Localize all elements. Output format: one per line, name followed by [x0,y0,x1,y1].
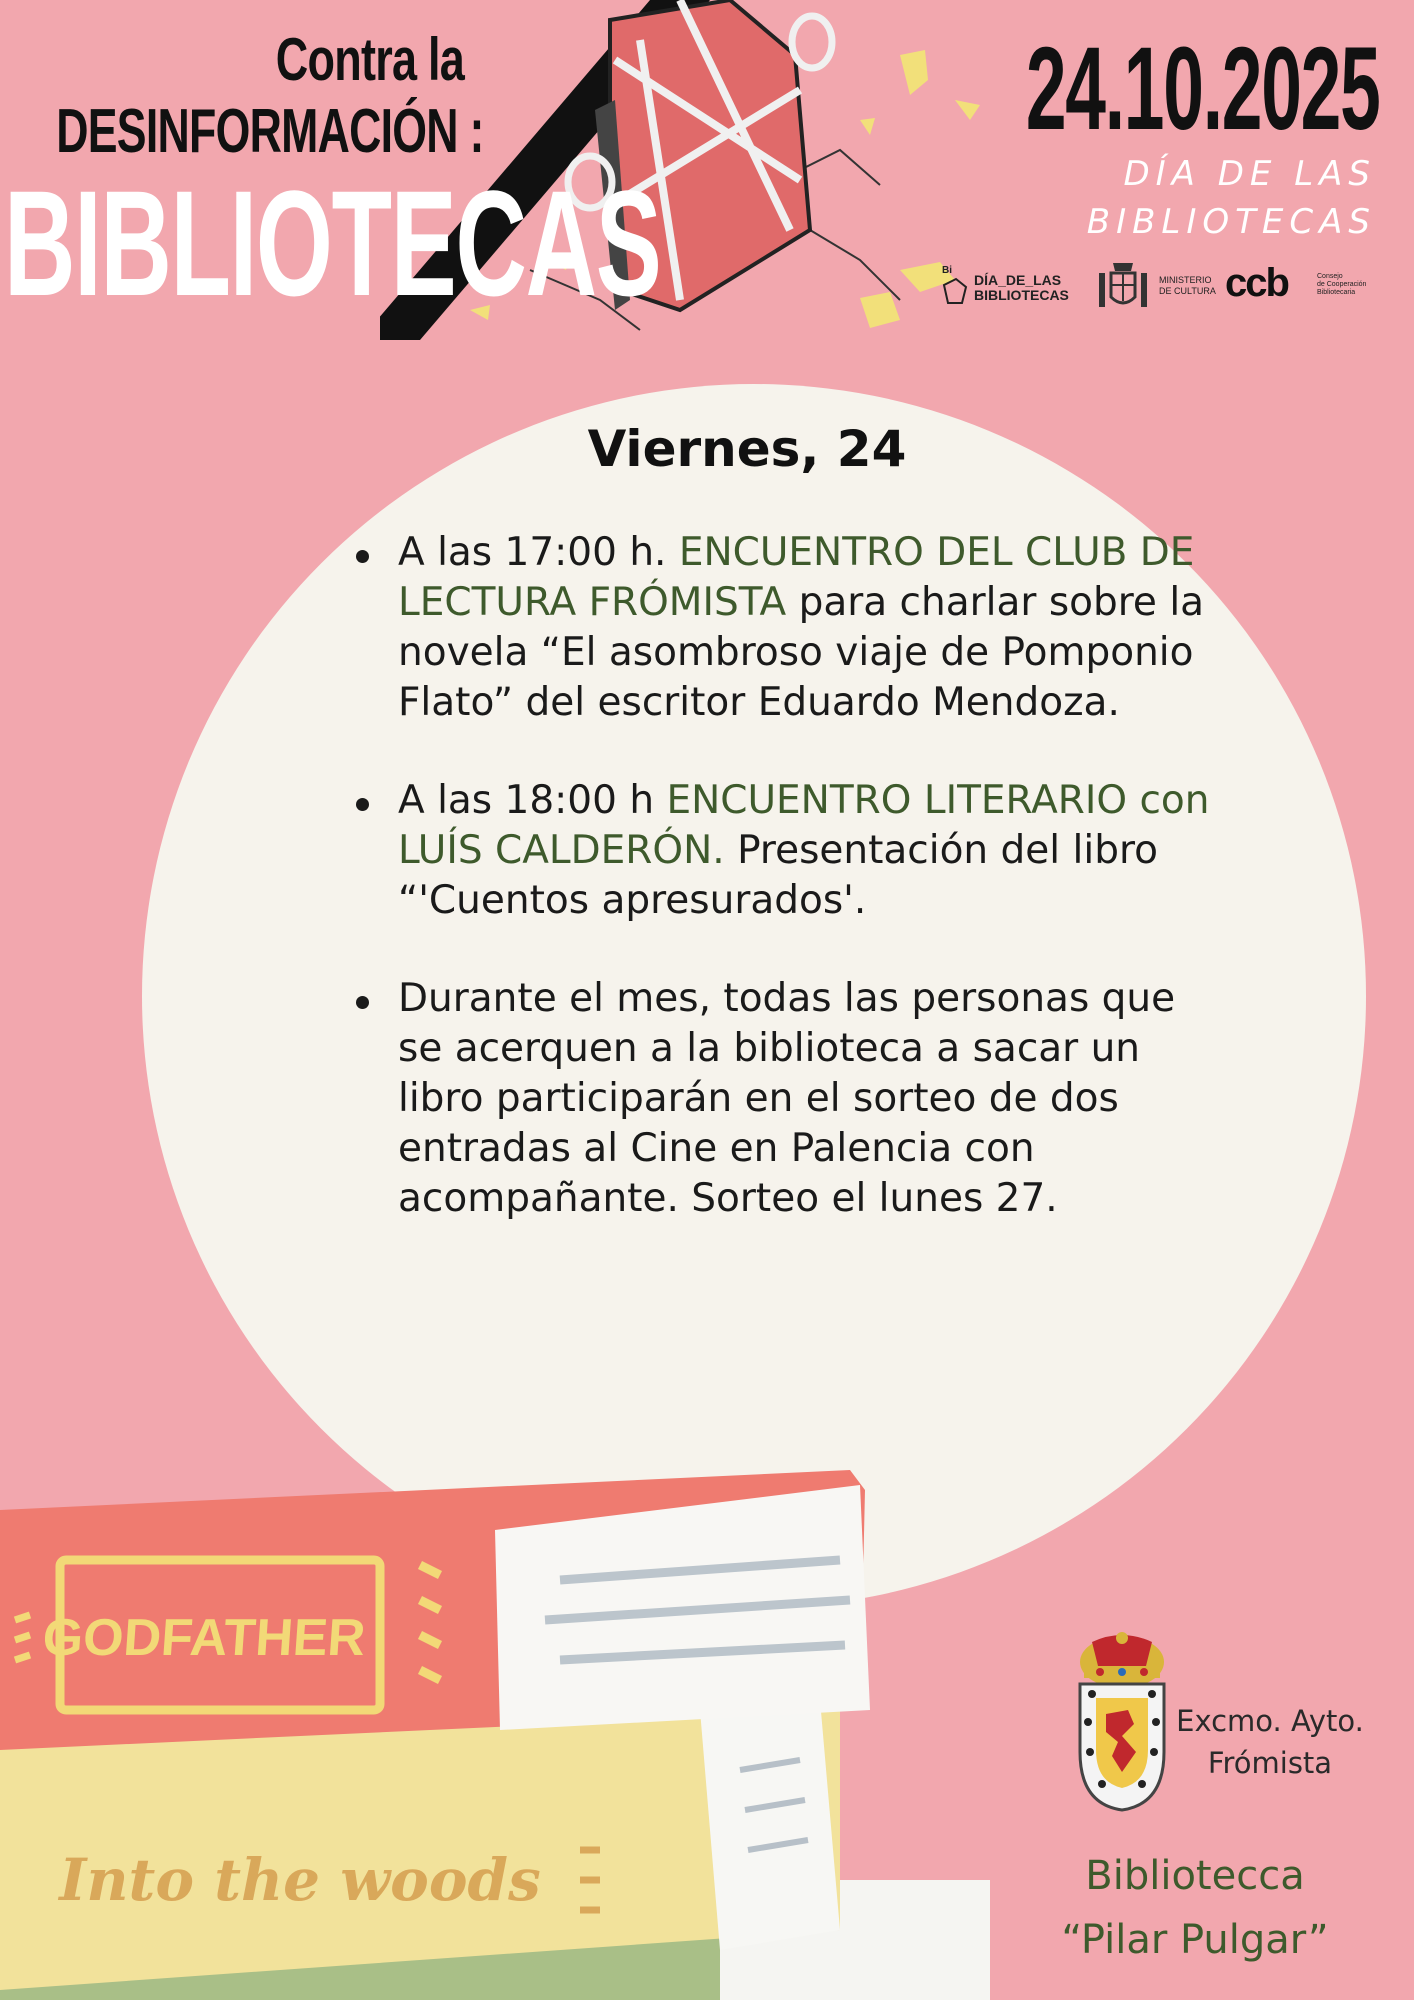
event-highlight: ENCUENTRO DEL CLUB DE LECTURA FRÓMISTA [398,530,1195,625]
ccb-logo-subtitle [1317,273,1366,297]
header-line-bibliotecas: BIBLIOTECAS [4,159,661,327]
book-spine-into-the-woods: Into the woods [59,1846,541,1914]
event-description: Presentación del libro “'Cuentos apresurados'. [398,828,1158,923]
ayuntamiento-line: Excmo. Ayto. [1176,1704,1364,1738]
header-day-label [1087,150,1376,246]
ministerio-cultura-logo [1095,255,1225,315]
ayuntamiento-line: Frómista [1207,1746,1333,1780]
event-time: A las 18:00 h [398,778,667,823]
ministerio-logo-line: DE CULTURA [1159,286,1216,296]
event-description: para charlar sobre la novela “El asombroso viaje de Pomponio Flato” del escritor Eduardo Mendoza. [398,580,1205,725]
dia-logo-line: BIBLIOTECAS [974,287,1069,303]
dia-logo-line: DÍA_DE_LAS [974,272,1062,288]
header-date: 24.10.2025 [1026,23,1380,155]
event-list [350,528,1210,1272]
fromista-crest-icon [1072,1632,1172,1812]
bullet-icon [356,550,369,563]
header-day-line: BIBLIOTECAS [1086,202,1376,242]
library-name-line: Bibliotecca [1085,1853,1305,1899]
dia-bibliotecas-logo [940,255,1070,315]
header-line-desinformacion: DESINFORMACIÓN : [56,97,484,166]
event-item [350,974,1210,1224]
books-illustration [0,1410,1000,2000]
event-item [350,528,1210,728]
ccb-logo-sub-line: Bibliotecaria [1317,289,1356,296]
ccb-logo [1225,255,1375,315]
event-highlight: ENCUENTRO LITERARIO con LUÍS CALDERÓN. [398,778,1210,873]
library-name-line: “Pilar Pulgar” [1061,1917,1329,1963]
program-title: Viernes, 24 [587,420,907,478]
bullet-icon [356,996,369,1009]
ccb-logo-sub-line: de Cooperación [1317,281,1367,288]
dia-logo-text [974,273,1069,303]
ccb-logo-text: ccb [1225,261,1288,305]
book-spine-godfather: GODFATHER [40,1609,368,1667]
event-item [350,776,1210,926]
header-line-contra: Contra la [275,26,464,93]
header-day-line: DÍA DE LAS [1123,154,1376,194]
bullet-icon [356,798,369,811]
ccb-logo-sub-line: Consejo [1317,273,1343,280]
event-description: Durante el mes, todas las personas que se acerquen a la biblioteca a sacar un libro participarán en el sorteo de dos entradas al Cine en Palencia con acompañante. Sorteo el lunes 27. [398,976,1176,1221]
ministerio-logo-line: MINISTERIO [1159,275,1212,285]
ayuntamiento-label [1170,1700,1370,1784]
dia-bibliotecas-icon [940,263,970,307]
event-time: A las 17:00 h. [398,530,679,575]
spain-coat-of-arms-icon [1095,259,1151,311]
ministerio-logo-text [1159,275,1216,297]
library-name [1040,1844,1350,1972]
svg-text:Bi: Bi [942,265,952,276]
